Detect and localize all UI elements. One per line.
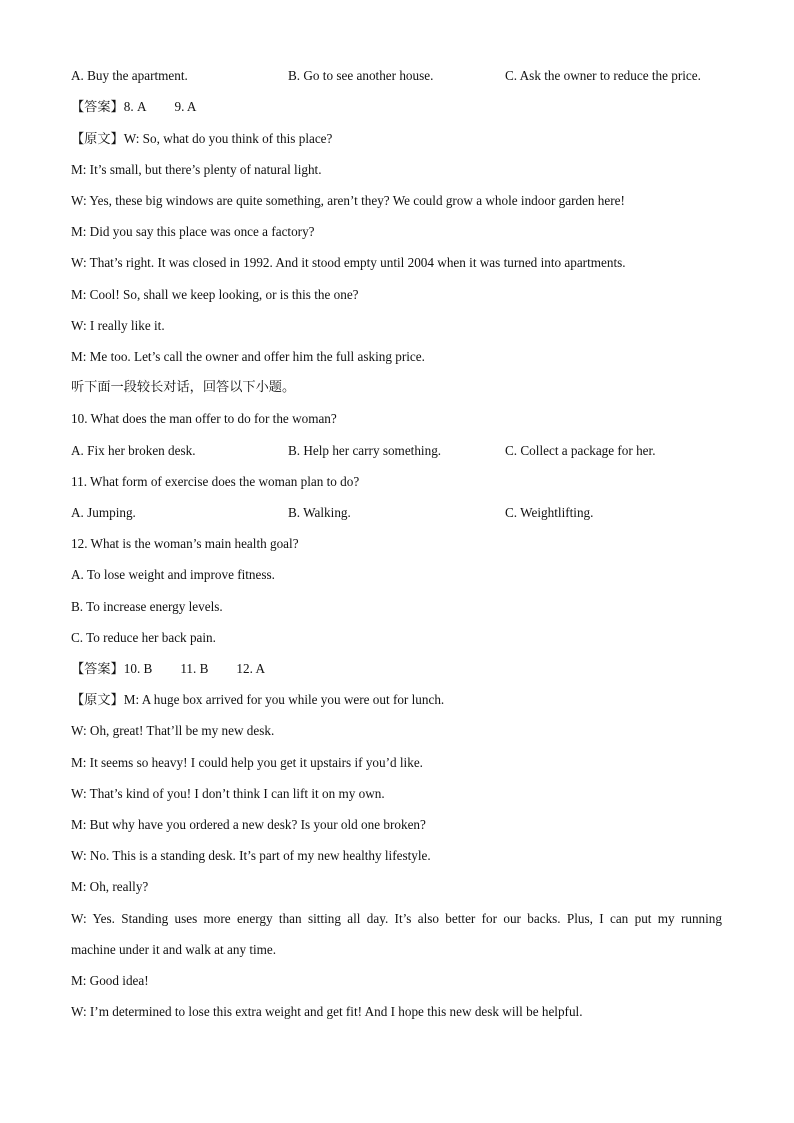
transcript-line: W: Yes, these big windows are quite something, aren’t they? We could grow a whole indoor garden here! (71, 193, 625, 208)
question-12: 12. What is the woman’s main health goal? (71, 536, 299, 551)
q9-option-a: A. Buy the apartment. (71, 68, 188, 83)
q10-option-c: C. Collect a package for her. (505, 443, 656, 458)
transcript-line: W: That’s right. It was closed in 1992. And it stood empty until 2004 when it was turned into apartments. (71, 255, 626, 270)
transcript-tag: 【原文】 (71, 132, 124, 147)
transcript-line: W: No. This is a standing desk. It’s part of my new healthy lifestyle. (71, 848, 431, 863)
section-instruction: 听下面一段较长对话，回答以下小题。 (71, 380, 296, 395)
transcript-tag: 【原文】 (71, 693, 124, 708)
transcript-line: M: Oh, really? (71, 879, 149, 894)
transcript-line: M: Good idea! (71, 973, 149, 988)
transcript-line: M: It’s small, but there’s plenty of natural light. (71, 162, 322, 177)
transcript-line: M: Me too. Let’s call the owner and offer him the full asking price. (71, 349, 425, 364)
transcript-line (71, 691, 444, 710)
answer-item: 10. B (123, 661, 153, 676)
q12-option-c: C. To reduce her back pain. (71, 630, 216, 645)
transcript-text: W: So, what do you think of this place? (123, 131, 333, 146)
transcript-line: W: Oh, great! That’ll be my new desk. (71, 723, 275, 738)
answer-item: 8. A (123, 99, 147, 114)
answer-line-8-9 (71, 98, 196, 117)
transcript-line: M: But why have you ordered a new desk? Is your old one broken? (71, 817, 426, 832)
transcript-line: machine under it and walk at any time. (71, 942, 277, 957)
question-11: 11. What form of exercise does the woman plan to do? (71, 474, 360, 489)
answer-item: 11. B (180, 661, 209, 676)
q10-option-b: B. Help her carry something. (288, 443, 442, 458)
transcript-line: W: I really like it. (71, 318, 165, 333)
q9-option-b: B. Go to see another house. (288, 68, 434, 83)
answer-line-10-12 (71, 660, 265, 679)
q10-option-a: A. Fix her broken desk. (71, 443, 196, 458)
transcript-line: W: Yes. Standing uses more energy than sitting all day. It’s also better for our backs. Plus, I can put my running (71, 911, 722, 926)
transcript-text: M: A huge box arrived for you while you were out for lunch. (123, 692, 445, 707)
q11-option-a: A. Jumping. (71, 505, 136, 520)
transcript-line (71, 130, 332, 149)
q12-option-b: B. To increase energy levels. (71, 599, 223, 614)
question-10: 10. What does the man offer to do for the woman? (71, 411, 337, 426)
transcript-line: M: Did you say this place was once a factory? (71, 224, 315, 239)
answer-tag: 【答案】 (71, 100, 124, 115)
q11-option-b: B. Walking. (288, 505, 351, 520)
answer-tag: 【答案】 (71, 662, 124, 677)
transcript-line: M: Cool! So, shall we keep looking, or is this the one? (71, 287, 359, 302)
q11-option-c: C. Weightlifting. (505, 505, 594, 520)
transcript-line: M: It seems so heavy! I could help you get it upstairs if you’d like. (71, 755, 423, 770)
q9-option-c: C. Ask the owner to reduce the price. (505, 68, 701, 83)
answer-item: 12. A (236, 661, 265, 676)
transcript-line: W: That’s kind of you! I don’t think I can lift it on my own. (71, 786, 385, 801)
q12-option-a: A. To lose weight and improve fitness. (71, 567, 275, 582)
transcript-line: W: I’m determined to lose this extra weight and get fit! And I hope this new desk will be helpful. (71, 1004, 583, 1019)
answer-item: 9. A (174, 99, 197, 114)
